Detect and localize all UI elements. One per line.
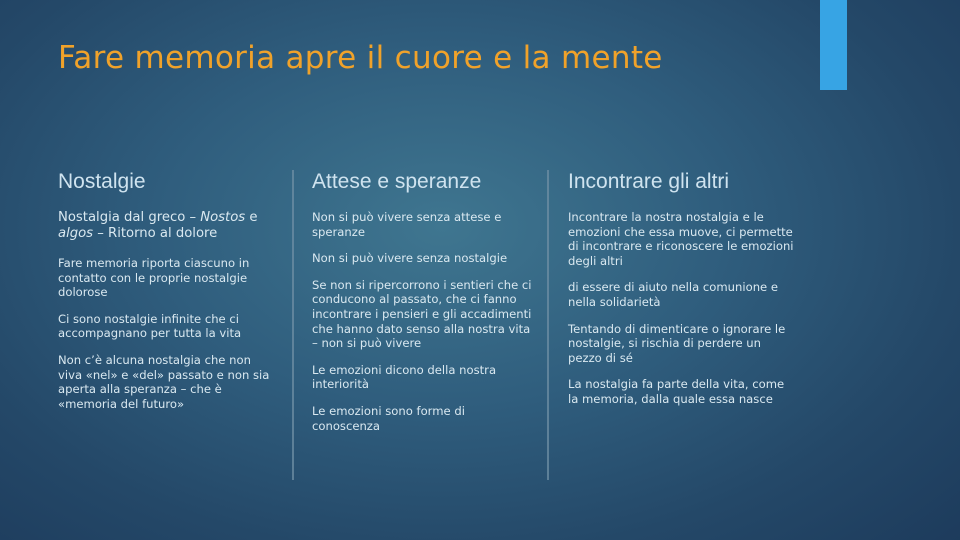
column-paragraph: Le emozioni dicono della nostra interiorità (312, 362, 497, 392)
column-attese-e-speranze (312, 170, 532, 445)
column-divider (547, 170, 549, 480)
column-paragraph: Nostalgia dal greco – Nostos e algos – Ritorno al dolore (58, 210, 258, 241)
column-heading: Attese e speranze (312, 170, 482, 193)
column-heading: Nostalgie (58, 170, 146, 193)
column-paragraph: Le emozioni sono forme di conoscenza (312, 403, 465, 433)
column-paragraph: Non c’è alcuna nostalgia che non viva «nel» e «del» passato e non sia aperta alla speranza – che è «memoria del futuro» (58, 352, 270, 411)
column-heading: Incontrare gli altri (568, 170, 730, 193)
slide-title: Fare memoria apre il cuore e la mente (58, 40, 663, 76)
column-paragraph: di essere di aiuto nella comunione e nella solidarietà (568, 280, 778, 309)
column-paragraph: Non si può vivere senza nostalgie (312, 251, 508, 266)
column-incontrare-gli-altri (568, 170, 798, 419)
column-paragraph: Ci sono nostalgie infinite che ci accompagnano per tutta la vita (58, 311, 242, 341)
column-paragraph: Non si può vivere senza attese e speranze (312, 210, 502, 239)
column-paragraph: Tentando di dimenticare o ignorare le nostalgie, si rischia di perdere un pezzo di sé (568, 321, 786, 365)
accent-bar (820, 0, 847, 90)
column-nostalgie (58, 170, 278, 423)
column-paragraph: La nostalgia fa parte della vita, come la memoria, dalla quale essa nasce (568, 377, 785, 406)
column-paragraph: Fare memoria riporta ciascuno in contatto con le proprie nostalgie dolorose (58, 256, 250, 300)
column-paragraph: Se non si ripercorrono i sentieri che ci conducono al passato, che ci fanno incontrare i pensieri e gli accadimenti che hanno dato senso alla nostra vita – non si può vivere (312, 277, 532, 351)
column-paragraph: Incontrare la nostra nostalgia e le emozioni che essa muove, ci permette di incontrare e riconoscere le emozioni degli altri (568, 210, 794, 268)
column-divider (292, 170, 294, 480)
